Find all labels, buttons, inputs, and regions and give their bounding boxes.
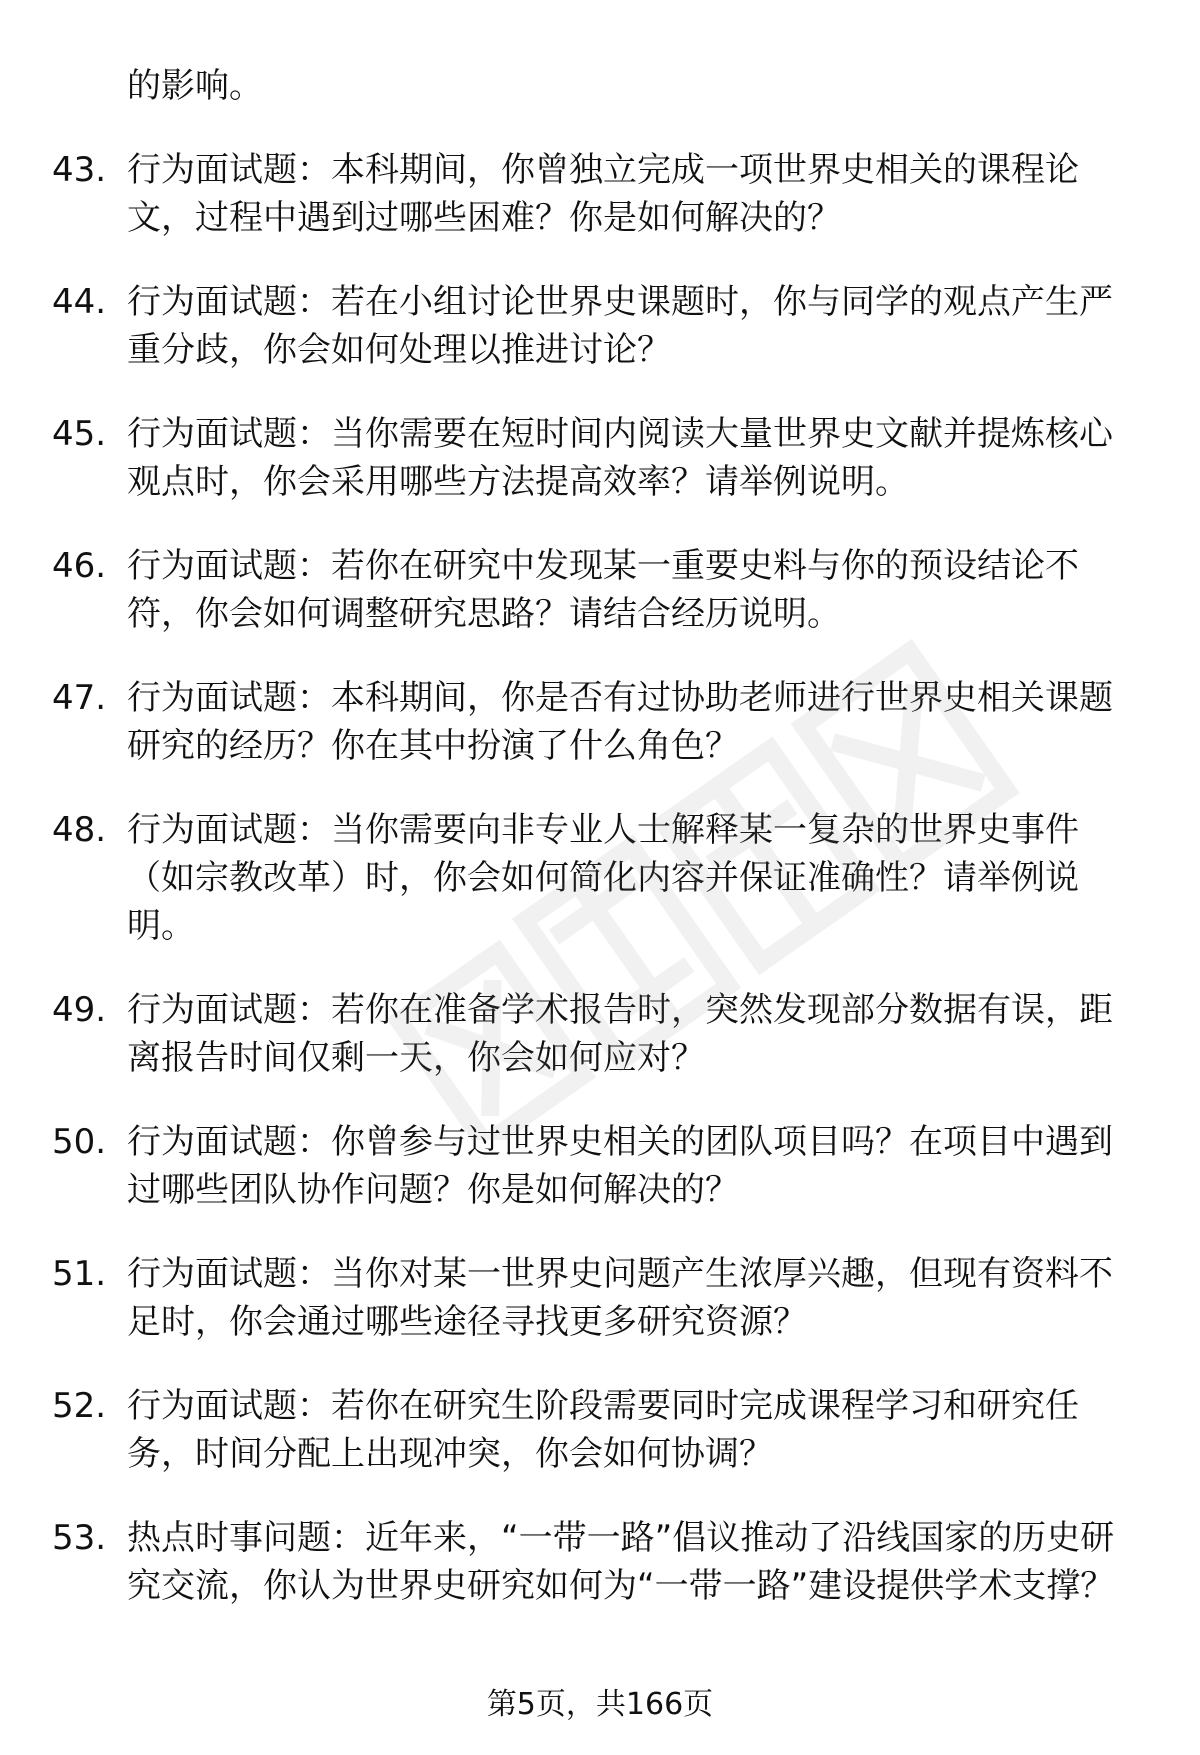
question-item bbox=[52, 1382, 1138, 1478]
question-text: 热点时事问题：近年来，“一带一路”倡议推动了沿线国家的历史研究交流，你认为世界史研究如何为“一带一路”建设提供学术支撑？ bbox=[127, 1518, 1115, 1606]
question-text: 行为面试题：当你对某一世界史问题产生浓厚兴趣，但现有资料不足时，你会通过哪些途径寻找更多研究资源？ bbox=[127, 1254, 1113, 1342]
question-item bbox=[52, 278, 1138, 374]
question-text: 行为面试题：若你在准备学术报告时，突然发现部分数据有误，距离报告时间仅剩一天，你会如何应对？ bbox=[127, 990, 1113, 1078]
question-text: 行为面试题：你曾参与过世界史相关的团队项目吗？在项目中遇到过哪些团队协作问题？你是如何解决的？ bbox=[127, 1122, 1113, 1210]
question-item bbox=[52, 1118, 1138, 1214]
question-item bbox=[52, 1514, 1138, 1610]
question-item bbox=[52, 146, 1138, 242]
question-item bbox=[52, 674, 1138, 770]
question-item bbox=[52, 410, 1138, 506]
page-footer: 第5页，共166页 bbox=[486, 1687, 714, 1722]
question-text: 行为面试题：若你在研究生阶段需要同时完成课程学习和研究任务，时间分配上出现冲突，你会如何协调？ bbox=[127, 1386, 1079, 1474]
question-number: 47. bbox=[52, 678, 107, 718]
question-number: 49. bbox=[52, 990, 107, 1030]
question-item bbox=[52, 986, 1138, 1082]
question-item bbox=[52, 806, 1138, 950]
question-text: 行为面试题：若在小组讨论世界史课题时，你与同学的观点产生严重分歧，你会如何处理以推进讨论？ bbox=[127, 282, 1113, 370]
question-number: 53. bbox=[52, 1518, 107, 1558]
question-item bbox=[52, 1250, 1138, 1346]
question-number: 45. bbox=[52, 414, 107, 454]
question-number: 50. bbox=[52, 1122, 107, 1162]
question-number: 43. bbox=[52, 150, 107, 190]
question-text: 行为面试题：本科期间，你是否有过协助老师进行世界史相关课题研究的经历？你在其中扮演了什么角色？ bbox=[127, 678, 1113, 766]
continuation-text: 的影响。 bbox=[127, 66, 263, 106]
question-number: 48. bbox=[52, 810, 107, 850]
question-number: 44. bbox=[52, 282, 107, 322]
question-list bbox=[52, 146, 1138, 1610]
question-item bbox=[52, 542, 1138, 638]
question-text: 行为面试题：当你需要向非专业人士解释某一复杂的世界史事件（如宗教改革）时，你会如何简化内容并保证准确性？请举例说明。 bbox=[127, 810, 1079, 946]
question-text: 行为面试题：本科期间，你曾独立完成一项世界史相关的课程论文，过程中遇到过哪些困难？你是如何解决的？ bbox=[127, 150, 1079, 238]
question-number: 46. bbox=[52, 546, 107, 586]
question-number: 52. bbox=[52, 1386, 107, 1426]
question-text: 行为面试题：当你需要在短时间内阅读大量世界史文献并提炼核心观点时，你会采用哪些方法提高效率？请举例说明。 bbox=[127, 414, 1113, 502]
question-text: 行为面试题：若你在研究中发现某一重要史料与你的预设结论不符，你会如何调整研究思路？请结合经历说明。 bbox=[127, 546, 1079, 634]
question-number: 51. bbox=[52, 1254, 107, 1294]
